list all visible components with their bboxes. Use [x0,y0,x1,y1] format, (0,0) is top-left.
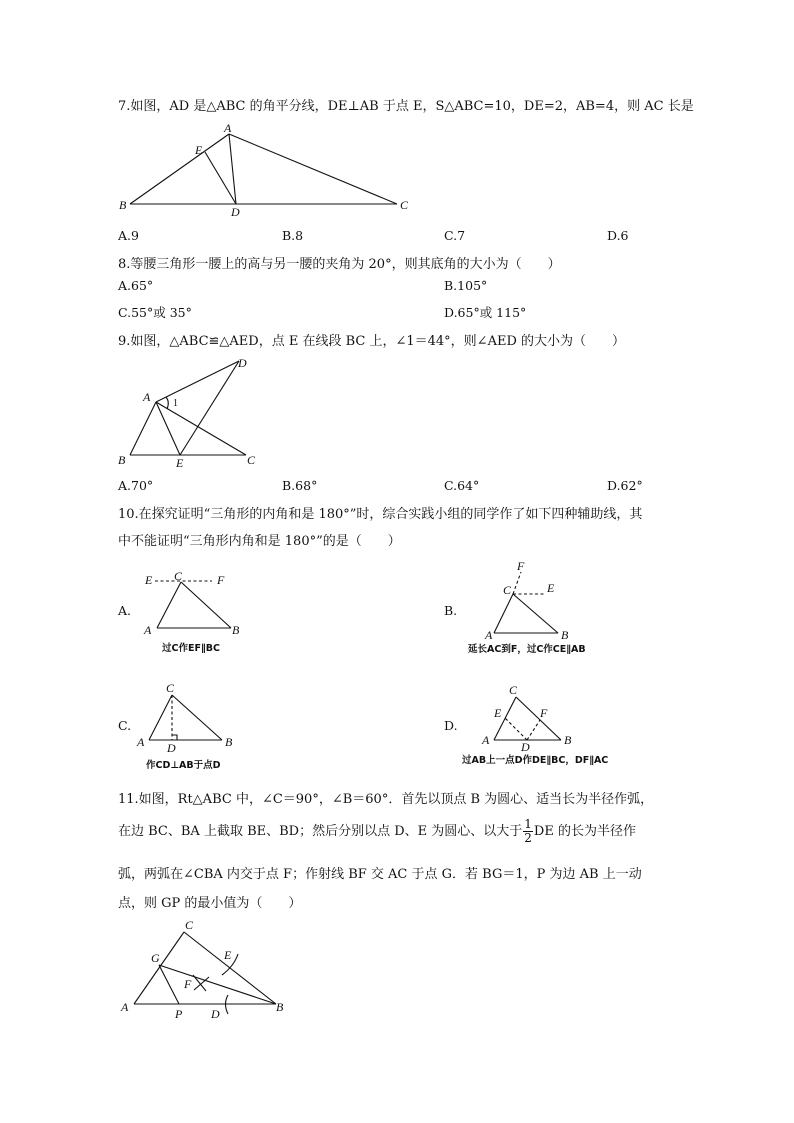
q9-label-b: B [118,453,126,467]
q10d-caption: 过AB上一点D作DE∥BC，DF∥AC [462,755,609,766]
q10d-label-e: E [494,706,502,720]
q11-label-e: E [224,948,232,962]
q7-label-b: B [119,198,127,212]
q7-label-c: C [400,198,409,212]
q11-label-f: F [184,977,192,991]
q10c-label-c: C [166,681,175,695]
q8-option-b: B.105° [444,278,488,293]
q8-option-d: D.65°或 115° [444,305,527,320]
q10c-label-a: A [137,735,145,749]
q11-frac-num: 1 [524,817,532,831]
q11-line2-pre: 在边 BC、BA 上截取 BE、BD；然后分别以点 D、E 为圆心、以大于 [118,824,523,839]
q10a-label-f: F [217,573,225,587]
q10c-caption: 作CD⊥AB于点D [146,760,221,771]
q10-figure-c-option: C. [118,718,132,733]
q10d-label-c: C [509,683,518,697]
q10-text-line2: 中不能证明“三角形内角和是 180°”的是（ ） [118,534,401,549]
q7-text: 7.如图，AD 是△ABC 的角平分线，DE⊥AB 于点 E，S△ABC=10，DE=2，AB=4，则 AC 长是 [118,99,694,114]
q10d-label-d: D [521,740,530,754]
q10-figure-d-option: D. [444,718,458,733]
q11-label-b: B [276,1000,284,1014]
q10b-label-b: B [561,628,569,642]
q8-option-c: C.55°或 35° [118,305,192,320]
q11-text-line3: 弧，两弧在∠CBA 内交于点 F；作射线 BF 交 AC 于点 G．若 BG＝1，P 为边 AB 上一动 [118,867,642,882]
q9-option-c: C.64° [444,478,480,493]
q11-text-line1: 11.如图，Rt△ABC 中，∠C＝90°，∠B＝60°．首先以顶点 B 为圆心、适当长为半径作弧， [118,792,654,807]
q11-text-line4: 点，则 GP 的最小值为（ ） [118,896,302,911]
q10d-label-a: A [482,733,490,747]
q10b-label-a: A [485,628,493,642]
q10a-label-e: E [145,573,153,587]
q9-option-a: A.70° [118,478,154,493]
q7-label-a: A [224,121,232,135]
q10b-label-f: F [517,559,525,573]
q10a-label-c: C [174,569,183,583]
q9-text: 9.如图，△ABC≌△AED，点 E 在线段 BC 上，∠1＝44°，则∠AED 的大小为（ ） [118,334,626,349]
q10d-label-b: B [564,733,572,747]
q7-option-d: D.6 [607,228,629,243]
q11-frac-den: 2 [524,831,532,845]
q10a-label-a: A [144,623,152,637]
q10a-caption: 过C作EF∥BC [162,643,220,654]
q10-text-line1: 10.在探究证明“三角形的内角和是 180°”时，综合实践小组的同学作了如下四种辅助线，其 [118,507,643,522]
q10b-label-e: E [547,581,555,595]
q7-label-d: D [231,205,240,219]
q9-label-angle-1: 1 [173,398,178,409]
q9-label-d: D [238,356,247,370]
q11-label-d: D [211,1007,220,1021]
q9-label-a: A [143,390,151,404]
q10c-label-d: D [167,741,176,755]
q9-label-e: E [176,456,184,470]
q9-label-c: C [247,453,256,467]
q8-text: 8.等腰三角形一腰上的高与另一腰的夹角为 20°，则其底角的大小为（ ） [118,257,561,272]
q8-option-a: A.65° [118,278,154,293]
q7-option-b: B.8 [282,228,304,243]
q11-label-p: P [175,1007,183,1021]
q7-option-c: C.7 [444,228,466,243]
q11-line2-post: DE 的长为半径作 [533,824,636,839]
q11-label-g: G [151,951,160,965]
q10b-caption: 延长AC到F，过C作CE∥AB [468,644,586,655]
q7-label-e: E [195,143,203,157]
q11-label-c: C [185,918,194,932]
q11-label-a: A [121,1000,129,1014]
q10d-label-f: F [540,706,548,720]
q10a-label-b: B [232,623,240,637]
q10-figure-b-option: B. [444,603,458,618]
q10-figure-a-option: A. [118,603,132,618]
q9-option-d: D.62° [607,478,643,493]
q10c-label-b: B [225,735,233,749]
q7-option-a: A.9 [118,228,139,243]
q9-option-b: B.68° [282,478,318,493]
q10b-label-c: C [503,583,512,597]
